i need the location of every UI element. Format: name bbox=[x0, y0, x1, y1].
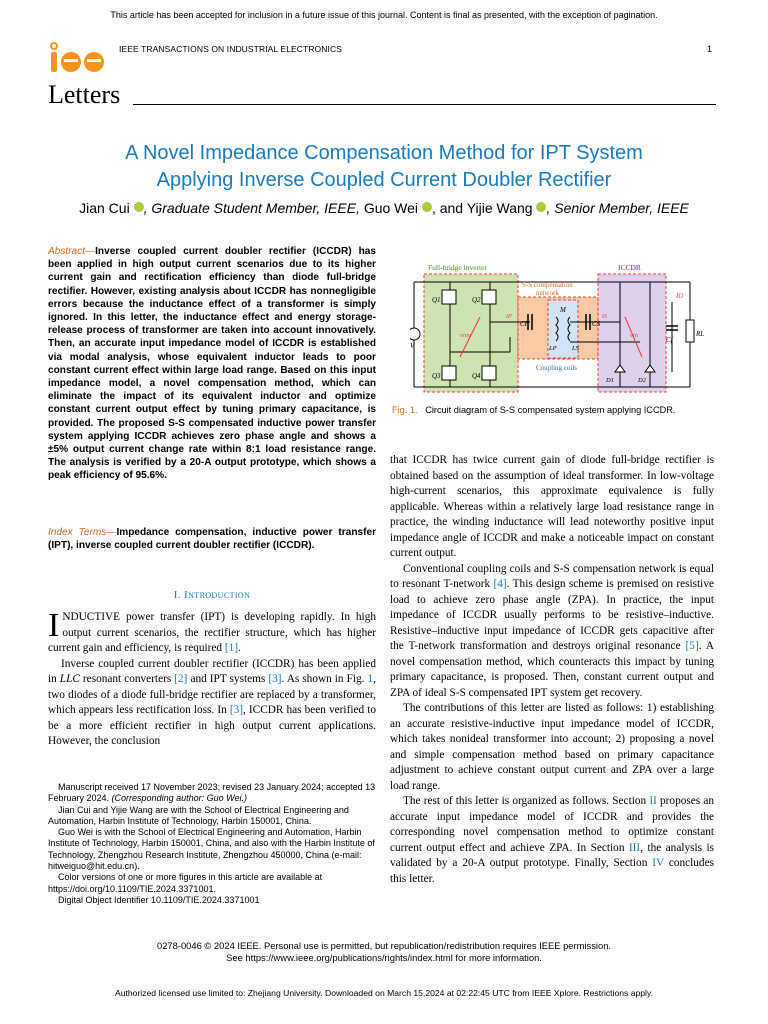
text: resonant converters bbox=[79, 673, 175, 685]
compensation-label: S-S compensation bbox=[522, 281, 573, 289]
author-3: , and Yijie Wang bbox=[431, 200, 533, 216]
m-label: M bbox=[560, 306, 566, 314]
drop-cap: I bbox=[48, 607, 60, 644]
section-link[interactable]: IV bbox=[652, 857, 664, 869]
q2-label: Q2 bbox=[472, 296, 481, 304]
vin-label: vin bbox=[630, 332, 638, 339]
index-terms-label: Index Terms— bbox=[48, 527, 117, 538]
title-line-1: A Novel Impedance Compensation Method for IPT System bbox=[125, 142, 643, 164]
vdc-label: V bbox=[410, 342, 415, 350]
acceptance-note: This article has been accepted for inclusion in a future issue of this journal. Content is final as presented, with the exception of pagination. bbox=[110, 10, 658, 20]
cf-label: Cf bbox=[666, 336, 673, 344]
intro-p1-text: NDUCTIVE power transfer (IPT) is developing rapidly. In high output current scenarios, the rectifier structure, which has higher current gain and efficiency, is required bbox=[48, 611, 376, 654]
abstract-label: Abstract— bbox=[48, 246, 96, 257]
text: , ICCDR has been verified to be a more efficient rectifier in high output current applications. However, the conclusion bbox=[48, 704, 376, 747]
text: LLC bbox=[59, 673, 80, 685]
footnote-affiliation-2: Guo Wei is with the School of Electrical Engineering and Automation, Harbin Institute of Technology, Harbin 150001, China, and also with the Harbin Institute of Technology, Zhengzhou Research Institute, Zhengzhou 450000, China (e-mail: hitweiguo@hit.edu.cn). bbox=[48, 827, 375, 872]
author-3-role: , Senior Member, IEEE bbox=[546, 200, 689, 216]
ref-link[interactable]: [3] bbox=[268, 673, 282, 685]
switch-icon bbox=[482, 366, 496, 380]
footnote-affiliation-1: Jian Cui and Yijie Wang are with the School of Electrical Engineering and Automation, Harbin Institute of Technology, Harbin 150001, China. bbox=[48, 804, 349, 826]
ls-label: LS bbox=[572, 345, 579, 352]
intro-heading: I. Introduction bbox=[173, 589, 251, 601]
text: , the analysis is validated by a 20-A output prototype. Finally, Section bbox=[390, 841, 714, 869]
compensation-label-2: network bbox=[536, 289, 559, 297]
footnote-doi: Digital Object Identifier 10.1109/TIE.2024.3371001 bbox=[58, 894, 260, 905]
text: Conventional coupling coils and S-S compensation network is equal to resonant T-network bbox=[390, 562, 714, 590]
q1-label: Q1 bbox=[432, 296, 441, 304]
paragraph bbox=[390, 562, 714, 702]
text: proposes an accurate input impedance model of ICCDR and provides the corresponding novel compensation method to optimize constant current output effect and achieve ZPA. In Section bbox=[390, 795, 714, 854]
section-link[interactable]: II bbox=[649, 795, 657, 807]
license-notice: Authorized licensed use limited to: Zhejiang University. Downloaded on March 15,2024 at 02:22:45 UTC from IEEE Xplore. Restrictions apply. bbox=[114, 988, 653, 998]
figure-caption bbox=[392, 405, 675, 415]
paragraph: that ICCDR has twice current gain of diode full-bridge rectifier is obtained based on the assumption of ideal transformer. In low-voltage high-current scenarios, this approximate equivalence is fully applicable. Whereas within a relatively large load resistance range in practice, the winding inductance will lead noteworthy positive input impedance angle of ICCDR and make a noticeable impact on constant current output. bbox=[390, 454, 714, 559]
iccdr-label: ICCDR bbox=[618, 263, 641, 272]
is-label: iS bbox=[602, 313, 608, 320]
switch-icon bbox=[482, 290, 496, 304]
vinv-label: vinv bbox=[460, 332, 471, 339]
cs-label: CS bbox=[592, 320, 601, 328]
footnote-color: Color versions of one or more figures in this article are available at https://doi.org/10.1109/TIE.2024.3371001. bbox=[48, 872, 323, 894]
copyright-line: 0278-0046 © 2024 IEEE. Personal use is permitted, but republication/redistribution requires IEEE permission. bbox=[156, 940, 612, 951]
intro-paragraph-1: INDUCTIVE power transfer (IPT) is developing rapidly. In high output current scenarios, the rectifier structure, which has higher current gain and efficiency, is required [1]. bbox=[48, 607, 376, 654]
section-label: Letters bbox=[48, 80, 121, 109]
author-1-role: , Graduate Student Member, IEEE, bbox=[143, 200, 360, 216]
text: concludes this letter. bbox=[390, 857, 714, 885]
copyright-notice bbox=[0, 940, 768, 964]
figure-caption-label: Fig. 1. bbox=[392, 405, 418, 415]
ref-link[interactable]: [1] bbox=[224, 642, 239, 654]
ip-label: iP bbox=[506, 313, 512, 320]
section-link[interactable]: III bbox=[628, 841, 641, 854]
footnote-received bbox=[48, 782, 376, 805]
rights-line: See https://www.ieee.org/publications/rights/index.html for more information. bbox=[226, 952, 542, 963]
orcid-icon[interactable] bbox=[536, 202, 546, 212]
text: Manuscript received 17 November 2023; revised 23 January 2024; accepted 13 February 2024. bbox=[48, 782, 376, 804]
text: . This design scheme is premised on resistive load to achieve zero phase angle (ZPA). In practice, the input impedance of ICCDR usually performs to be resistive–inductive. Resistive–inductive input impedance of ICCDR gets capacitive after the T-network transformation and destroys original resonance bbox=[390, 578, 714, 652]
text: and IPT systems bbox=[187, 673, 269, 685]
load-resistor bbox=[686, 320, 694, 342]
ref-link[interactable]: [3] bbox=[229, 704, 244, 716]
text: (Corresponding author: Guo Wei.) bbox=[111, 793, 247, 804]
paragraph bbox=[390, 794, 714, 887]
author-2: Guo Wei bbox=[359, 200, 419, 216]
figure-link[interactable]: 1 bbox=[367, 673, 374, 685]
orcid-icon[interactable] bbox=[134, 202, 144, 212]
q4-label: Q4 bbox=[472, 372, 481, 380]
rl-label: RL bbox=[696, 330, 705, 338]
index-terms bbox=[48, 526, 376, 552]
footnotes bbox=[48, 782, 376, 906]
ref-link[interactable]: [5] bbox=[685, 640, 699, 652]
paragraph: The contributions of this letter are listed as follows: 1) establishing an accurate resistive-inductive input impedance model of ICCDR, which takes nonideal transformer into account; 2) proposing a novel and simple compensation method based on primary capacitance adjustment to achieve constant output current and ZPA over a large load range. bbox=[390, 702, 714, 792]
author-1: Jian Cui bbox=[79, 200, 130, 216]
intro-body bbox=[48, 607, 376, 750]
coupling-label: Coupling coils bbox=[536, 364, 578, 372]
io-label: IO bbox=[676, 292, 684, 300]
text: . A novel compensation method, which counteracts this impact by tuning primary capacitance, is proposed. Then, constant current output and ZPA of ideal S-S compensated IPT system get recovery. bbox=[390, 640, 715, 699]
orcid-icon[interactable] bbox=[422, 202, 432, 212]
text: . As shown in Fig. bbox=[281, 673, 368, 685]
switch-icon bbox=[442, 290, 456, 304]
ref-link[interactable]: [4] bbox=[493, 578, 507, 590]
lp-label: LP bbox=[549, 345, 557, 352]
d2-label: D2 bbox=[638, 377, 646, 384]
index-terms-text: Impedance compensation, inductive power transfer (IPT), inverse coupled current doubler rectifier (ICCDR). bbox=[48, 527, 376, 552]
q3-label: Q3 bbox=[432, 372, 441, 380]
text: Inverse coupled current doubler rectifier (ICCDR) has been applied in bbox=[48, 657, 376, 685]
dc-source-icon bbox=[410, 328, 420, 340]
journal-name: IEEE TRANSACTIONS ON INDUSTRIAL ELECTRONICS bbox=[119, 44, 342, 54]
page-number: 1 bbox=[707, 44, 713, 54]
ieee-logo bbox=[48, 40, 106, 74]
text: , two diodes of a diode full-bridge rectifier are replaced by a transformer, which appears less rectification loss. In bbox=[48, 673, 376, 716]
figure-caption-text: Circuit diagram of S-S compensated system applying ICCDR. bbox=[425, 405, 676, 415]
text: The rest of this letter is organized as follows. Section bbox=[403, 795, 650, 807]
cp-label: CP bbox=[520, 320, 529, 328]
circuit-diagram bbox=[410, 262, 710, 402]
abstract-text: Inverse coupled current doubler rectifier (ICCDR) has been applied in high output current scenarios due to its higher current gain and rectification efficiency than diode full-bridge rectifier. However, existing analysis about ICCDR has nonnegligible errors because the inductance effect of a transformer is simply ignored. In this letter, the inductance effect and energy storage-release process of transformer are taken into account innovatively. Then, an accurate input impedance model of ICCDR is established via modal analysis, whose equivalent inductor leads to poor constant current effect within large load range. Based on this input impedance model, a novel compensation method, which can eliminate the impact of its equivalent inductor and optimize constant current output effect by tuning primary capacitance, is provided. The proposed S-S compensated inductive power transfer system applying ICCDR achieves zero phase angle and shows a ±5% output current change rate within 8:1 load resistance range. The analysis is verified by a 20-A output prototype, which shows a peak efficiency of 95.6%. bbox=[48, 246, 376, 482]
section-rule bbox=[133, 104, 716, 105]
abstract bbox=[48, 245, 376, 483]
article-title bbox=[60, 140, 708, 194]
author-list bbox=[40, 200, 728, 216]
title-line-2: Applying Inverse Coupled Current Doubler Rectifier bbox=[156, 169, 612, 191]
switch-icon bbox=[442, 366, 456, 380]
right-column-body bbox=[390, 453, 714, 887]
intro-paragraph-2 bbox=[48, 657, 376, 750]
inverter-label: Full-bridge inverter bbox=[428, 263, 487, 272]
d1-label: D1 bbox=[606, 377, 614, 384]
ref-link[interactable]: [2] bbox=[174, 673, 188, 685]
